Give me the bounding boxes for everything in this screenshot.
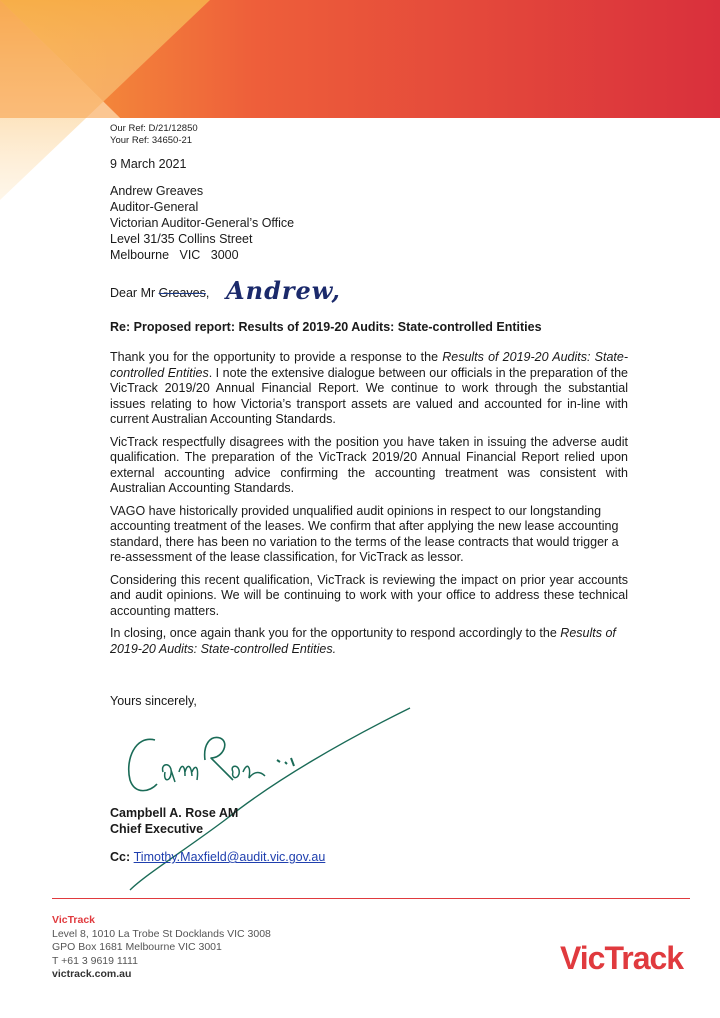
recipient-line: Victorian Auditor-General’s Office xyxy=(110,216,295,230)
footer-phone: T +61 3 9619 1111 xyxy=(52,954,138,967)
footer-divider xyxy=(52,898,690,899)
valediction: Yours sincerely, xyxy=(110,694,197,708)
reference-block xyxy=(110,123,198,147)
paragraph: Thank you for the opportunity to provide a response to the Results of 2019-20 Audits: State-controlled Entities. I note the extensive dialogue between our officials in the preparation of the VicTrack 2019/20 Annual Financial Report. We continue to work through the substantial issues relating to how Victoria’s transport assets are valued and accounted for in-line with current Australian Accounting Standards. xyxy=(110,350,628,426)
letter-date: 9 March 2021 xyxy=(110,157,187,171)
recipient-line: Melbourne VIC 3000 xyxy=(110,248,239,262)
footer-org: VicTrack xyxy=(52,914,96,926)
your-ref: Your Ref: 34650-21 xyxy=(110,135,193,146)
struck-surname: Greaves xyxy=(158,286,206,300)
handwritten-first-name: Andrew, xyxy=(226,276,341,305)
salutation: Dear Mr Greaves, xyxy=(110,286,210,300)
letter-body xyxy=(110,350,628,664)
paragraph: VicTrack respectfully disagrees with the position you have taken in issuing the adverse audit qualification. The preparation of the VicTrack 2019/20 Annual Financial Report relied upon external accounting advice confirming the accounting treatment was consistent with Australian Accounting Standards. xyxy=(110,434,628,495)
recipient-address xyxy=(110,183,294,263)
cc-email-link[interactable]: Timothy.Maxfield@audit.vic.gov.au xyxy=(133,850,326,864)
signatory-name: Campbell A. Rose AM xyxy=(110,806,239,820)
header-banner xyxy=(0,0,720,200)
cc-line: Cc: Timothy.Maxfield@audit.vic.gov.au xyxy=(110,850,326,864)
recipient-line: Andrew Greaves xyxy=(110,184,204,198)
subject-line: Re: Proposed report: Results of 2019-20 Audits: State-controlled Entities xyxy=(110,320,542,334)
footer-contact xyxy=(52,914,271,982)
signatory-title: Chief Executive xyxy=(110,822,204,836)
signatory-block xyxy=(110,805,238,837)
footer-po-box: GPO Box 1681 Melbourne VIC 3001 xyxy=(52,941,222,953)
paragraph: Considering this recent qualification, VicTrack is reviewing the impact on prior year accounts and audit opinions. We will be continuing to work with your office to address these technical accounting matters. xyxy=(110,572,628,618)
recipient-line: Auditor-General xyxy=(110,200,199,214)
victrack-logo: VicTrack xyxy=(560,940,684,976)
paragraph: VAGO have historically provided unqualified audit opinions in respect to our longstanding accounting treatment of the leases. We confirm that after applying the new lease accounting standard, there has been no variation to the terms of the lease contracts that would trigger a re-assessment of the lease classification, for VicTrack as lessor. xyxy=(110,503,619,564)
signature xyxy=(115,700,425,900)
recipient-line: Level 31/35 Collins Street xyxy=(110,232,253,246)
footer-address: Level 8, 1010 La Trobe St Docklands VIC 3008 xyxy=(52,927,271,940)
footer-website[interactable]: victrack.com.au xyxy=(52,968,132,980)
our-ref: Our Ref: D/21/12850 xyxy=(110,123,198,134)
paragraph: In closing, once again thank you for the opportunity to respond accordingly to the Results of 2019-20 Audits: State-controlled Entities. xyxy=(110,626,616,656)
